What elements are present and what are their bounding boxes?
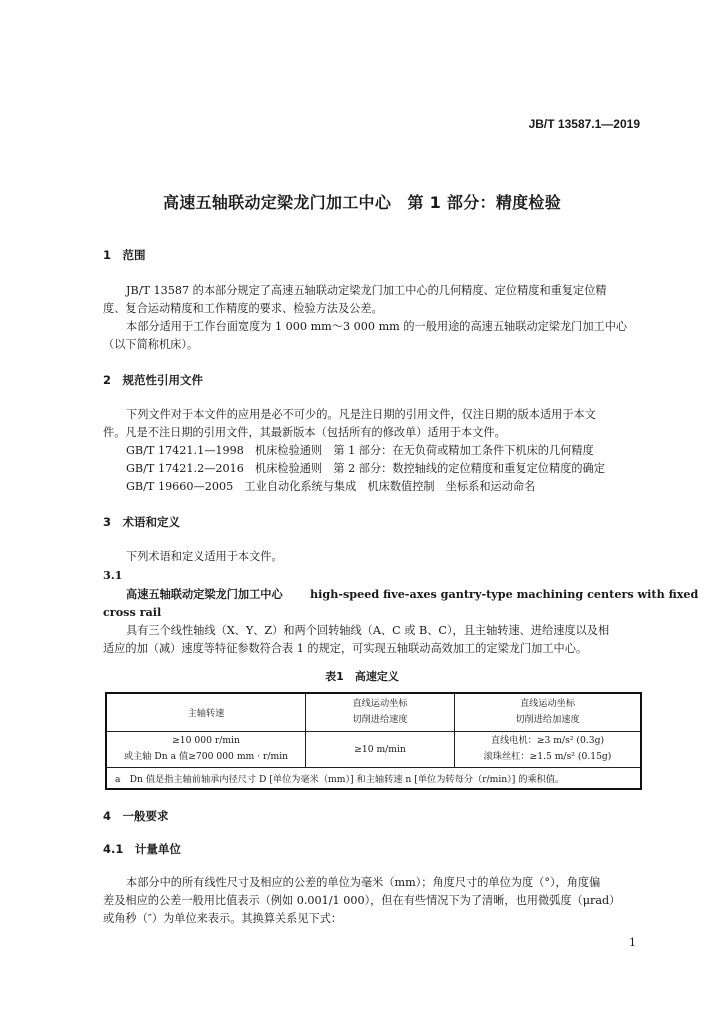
- reference-item: GB/T 17421.2—2016 机床检验通则 第 2 部分：数控轴线的定位精度和重复定位精度的确定: [126, 462, 605, 475]
- table-caption: 表1 高速定义: [325, 670, 399, 683]
- table-cell-feed-acceleration-line-1: 直线电机：≥3 m/s² (0.3g): [490, 735, 605, 746]
- high-speed-definition-table: [105, 692, 642, 790]
- section-1-heading: 1 范围: [103, 248, 146, 262]
- section-1-paragraph-1-line-2: 度、复合运动精度和工作精度的要求、检验方法及公差。: [103, 302, 383, 315]
- section-4-1-paragraph-line-2: 差及相应的公差一般用比值表示（例如 0.001/1 000），但在有些情况下为了清晰，也用微弧度（μrad）: [103, 894, 621, 907]
- table-header-spindle-speed: 主轴转速: [106, 693, 306, 731]
- term-number: 3.1: [103, 568, 123, 582]
- section-4-1-paragraph-line-1: 本部分中的所有线性尺寸及相应的公差的单位为毫米（mm）；角度尺寸的单位为度（°），角度偏: [126, 876, 601, 889]
- table-header-feed-acceleration-line-1: 直线运动坐标: [519, 698, 576, 710]
- table-header-feed-acceleration: [455, 693, 642, 731]
- section-2-heading: 2 规范性引用文件: [103, 373, 204, 387]
- table-header-feed-speed-line-1: 直线运动坐标: [352, 698, 408, 710]
- section-3-heading: 3 术语和定义: [103, 515, 181, 529]
- table-cell-spindle-speed: [106, 731, 306, 767]
- table-cell-feed-speed: ≥10 m/min: [306, 731, 455, 767]
- standard-number: JB/T 13587.1—2019: [528, 117, 640, 131]
- reference-item: GB/T 19660—2005 工业自动化系统与集成 机床数值控制 坐标系和运动命名: [126, 480, 536, 493]
- table-header-feed-speed-line-2: 切削进给速度: [352, 714, 408, 726]
- document-title: 高速五轴联动定梁龙门加工中心 第 1 部分：精度检验: [162, 193, 562, 212]
- reference-item: GB/T 17421.1—1998 机床检验通则 第 1 部分：在无负荷或精加工条件下机床的几何精度: [126, 444, 594, 457]
- section-1-paragraph-2-line-1: 本部分适用于工作台面宽度为 1 000 mm～3 000 mm 的一般用途的高速五轴联动定梁龙门加工中心: [126, 320, 628, 333]
- section-4-1-heading: 4.1 计量单位: [103, 842, 181, 856]
- section-4-1-paragraph-line-3: 或角秒（″）为单位来表示。其换算关系见下式：: [103, 912, 343, 925]
- term-name-en-line-2: cross rail: [103, 605, 162, 619]
- section-2-paragraph-line-2: 件。凡是不注日期的引用文件，其最新版本（包括所有的修改单）适用于本文件。: [103, 426, 506, 439]
- table-cell-spindle-speed-line-2: 或主轴 Dn a 值≥700 000 mm · r/min: [123, 751, 289, 762]
- section-3-intro: 下列术语和定义适用于本文件。: [126, 550, 283, 563]
- page-number: 1: [629, 936, 636, 949]
- term-definition-line-1: 具有三个线性轴线（X、Y、Z）和两个回转轴线（A、C 或 B、C），且主轴转速、进给速度以及相: [126, 624, 610, 637]
- table-cell-feed-acceleration: [455, 731, 642, 767]
- term-name-cn: 高速五轴联动定梁龙门加工中心: [126, 587, 283, 601]
- section-2-paragraph-line-1: 下列文件对于本文件的应用是必不可少的。凡是注日期的引用文件，仅注日期的版本适用于本文: [126, 408, 596, 421]
- term-definition-line-2: 适应的加（减）速度等特征参数符合表 1 的规定，可实现五轴联动高效加工的定梁龙门加工中心。: [103, 642, 588, 655]
- table-header-feed-acceleration-line-2: 切削进给加速度: [515, 714, 580, 726]
- section-1-paragraph-1-line-1: JB/T 13587 的本部分规定了高速五轴联动定梁龙门加工中心的几何精度、定位精度和重复定位精: [126, 284, 607, 297]
- table-cell-feed-acceleration-line-2: 滚珠丝杠：≥1.5 m/s² (0.15g): [483, 751, 612, 762]
- section-1-paragraph-2-line-2: （以下简称机床）。: [103, 338, 199, 351]
- table-cell-spindle-speed-line-1: ≥10 000 r/min: [172, 735, 240, 746]
- table-footnote: a Dn 值是指主轴前轴承内径尺寸 D [单位为毫米（mm）] 和主轴转速 n [单位为转每分（r/min）] 的乘积值。: [106, 767, 641, 789]
- term-name-en-line-1: high-speed five-axes gantry-type machining centers with fixed: [310, 587, 699, 601]
- table-header-feed-speed: [306, 693, 455, 731]
- section-4-heading: 4 一般要求: [103, 809, 169, 823]
